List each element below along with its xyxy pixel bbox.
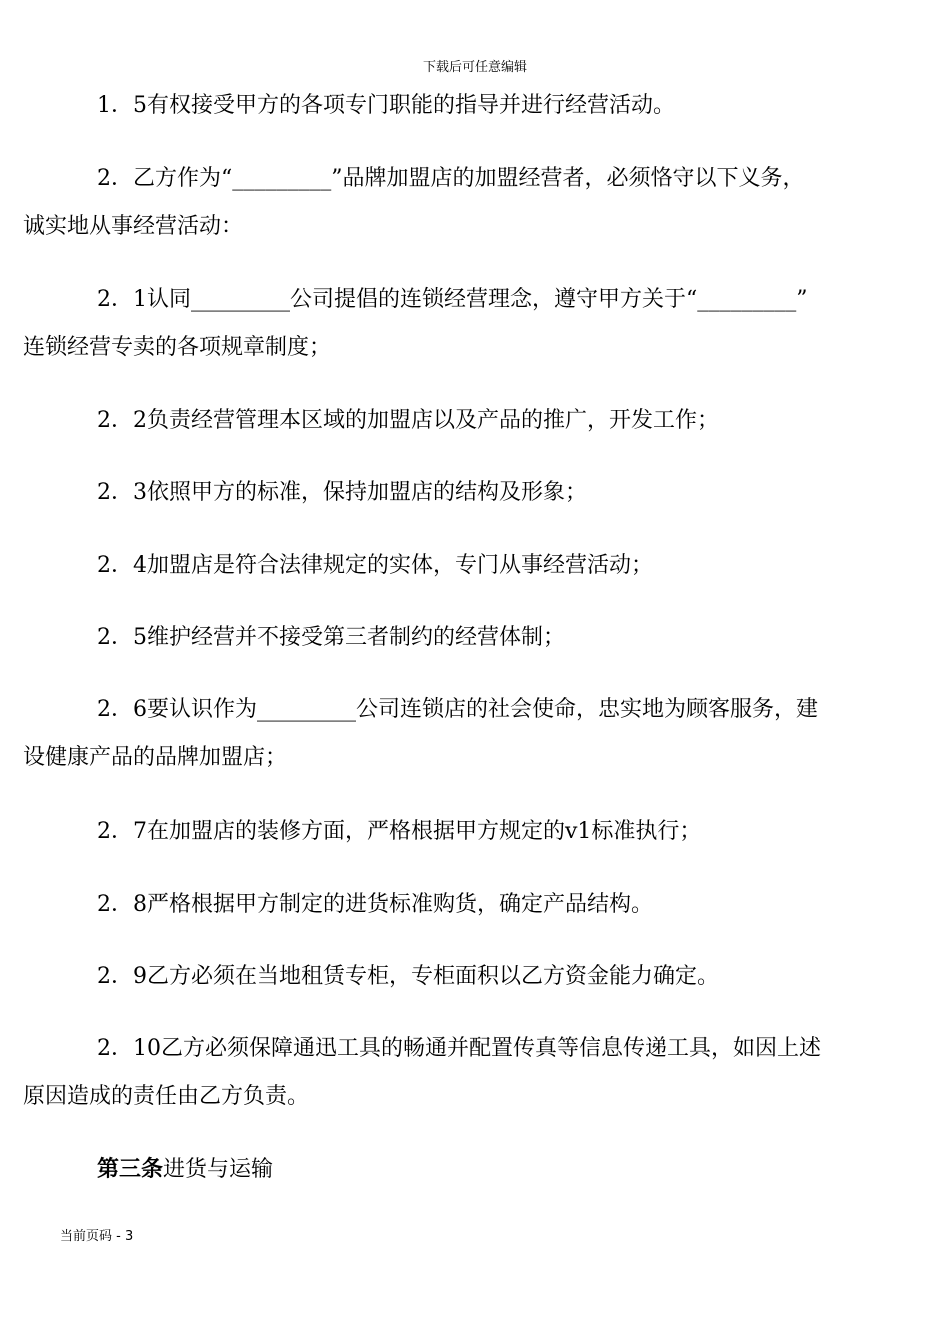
page-number: 当前页码 - 3 <box>60 1229 134 1244</box>
clause-text-continued: 设健康产品的品牌加盟店； <box>23 745 288 770</box>
clause-text: 2．3依照甲方的标准，保持加盟店的结构及形象； <box>97 480 587 505</box>
clause-2 <box>23 155 890 251</box>
clause-text: 2．2负责经营管理本区域的加盟店以及产品的推广，开发工作； <box>97 408 719 433</box>
clause-text: 2．9乙方必须在当地租赁专柜，专柜面积以乙方资金能力确定。 <box>97 964 719 989</box>
clause-2-10 <box>23 1025 890 1121</box>
clause-text: 2．7在加盟店的装修方面，严格根据甲方规定的v1标准执行； <box>97 819 702 844</box>
clause-text: 2．6要认识作为_________公司连锁店的社会使命，忠实地为顾客服务，建 <box>97 697 818 722</box>
clause-2-4 <box>60 542 890 590</box>
clause-text: 2．10乙方必须保障通迅工具的畅通并配置传真等信息传递工具，如因上述 <box>97 1036 821 1061</box>
clause-text: 2．5维护经营并不接受第三者制约的经营体制； <box>97 625 565 650</box>
section-heading <box>97 1148 273 1192</box>
section-title-text: 进货与运输 <box>163 1157 274 1182</box>
page-header: 下载后可任意编辑 <box>422 60 527 75</box>
clause-text: 2．1认同_________公司提倡的连锁经营理念，遵守甲方关于“_________” <box>97 287 808 312</box>
clause-2-3 <box>60 469 890 517</box>
clause-2-1 <box>23 276 890 372</box>
clause-text-continued: 连锁经营专卖的各项规章制度； <box>23 335 332 360</box>
clause-text: 2．乙方作为“_________”品牌加盟店的加盟经营者，必须恪守以下义务， <box>97 166 805 191</box>
clause-2-6 <box>23 686 890 782</box>
clause-text-continued: 原因造成的责任由乙方负责。 <box>23 1084 310 1109</box>
clause-text: 2．4加盟店是符合法律规定的实体，专门从事经营活动； <box>97 553 653 578</box>
clause-2-8 <box>60 881 890 929</box>
clause-2-5 <box>60 614 890 662</box>
clause-2-2 <box>60 397 890 445</box>
clause-text: 2．8严格根据甲方制定的进货标准购货，确定产品结构。 <box>97 892 653 917</box>
clause-1-5 <box>60 82 890 130</box>
clause-text: 1．5有权接受甲方的各项专门职能的指导并进行经营活动。 <box>97 93 675 118</box>
section-number: 第三条 <box>97 1157 164 1182</box>
clause-2-9 <box>60 953 890 1001</box>
clause-2-7 <box>60 808 890 856</box>
clause-text-continued: 诚实地从事经营活动： <box>23 214 244 239</box>
